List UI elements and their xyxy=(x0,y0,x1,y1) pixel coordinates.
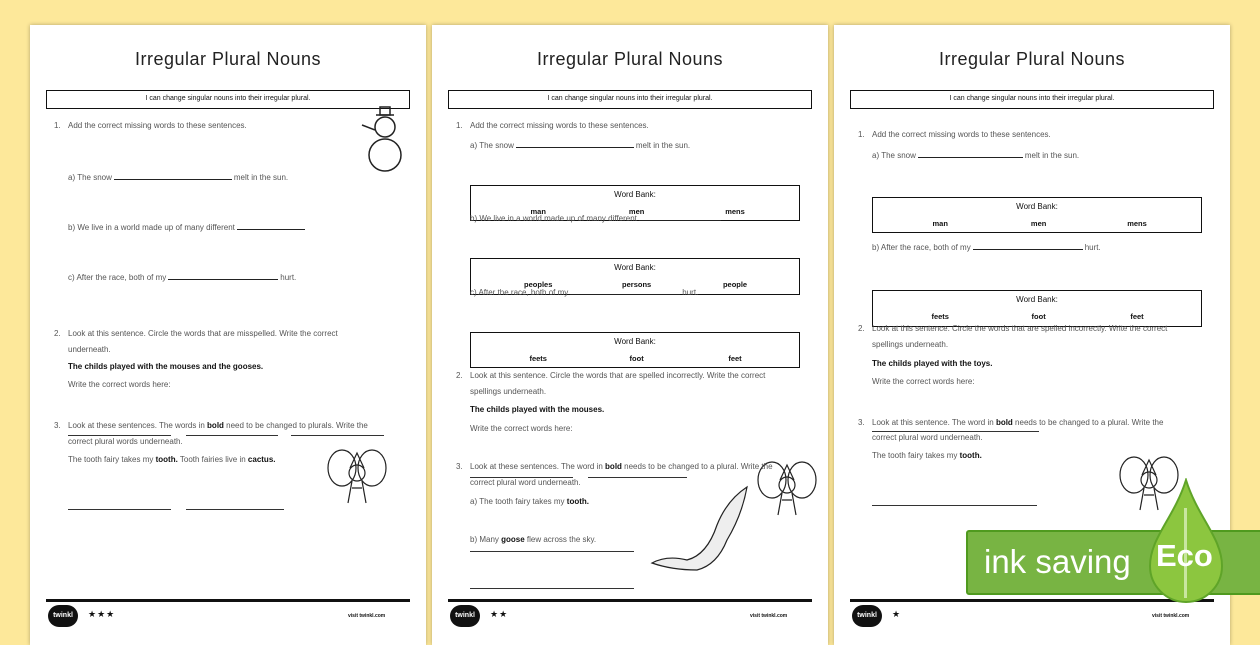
question-number: 2. xyxy=(456,371,463,380)
word-bank-word[interactable]: foot xyxy=(1031,312,1046,321)
question-number: 1. xyxy=(54,121,61,130)
text-segment: Look at these sentences. The words in xyxy=(68,421,208,430)
question-text xyxy=(68,329,338,338)
sentence-end: hurt. xyxy=(1084,243,1101,252)
question-text xyxy=(470,462,773,471)
answer-line[interactable] xyxy=(872,431,1039,432)
word-bank-title: Word Bank: xyxy=(1016,202,1058,211)
word-bank-word[interactable]: people xyxy=(722,280,748,289)
word-bank-word[interactable]: feets xyxy=(931,312,949,321)
answer-line[interactable] xyxy=(68,509,171,510)
question-number: 3. xyxy=(456,462,463,471)
word-bank-word[interactable]: mens xyxy=(725,207,745,216)
sentence-end: melt in the sun. xyxy=(635,141,691,150)
word-bank xyxy=(872,290,1202,327)
text-segment: Write the correct words here: xyxy=(470,424,573,433)
text-segment: correct plural word underneath. xyxy=(470,478,581,487)
word-bank-word[interactable]: mens xyxy=(1127,219,1147,228)
fill-in-sentence xyxy=(872,149,1079,160)
bold-text: tooth. xyxy=(959,451,982,460)
goose-illustration-icon xyxy=(647,485,757,580)
question-number: 2. xyxy=(54,329,61,338)
question-number: 1. xyxy=(858,130,865,139)
twinkl-logo[interactable]: twinkl xyxy=(852,605,882,627)
word-bank-word[interactable]: man xyxy=(530,207,546,216)
word-bank xyxy=(470,332,800,368)
text-segment: Look at this sentence. Circle the words that are misspelled. Write the correct xyxy=(68,329,338,338)
answer-line[interactable] xyxy=(470,551,634,552)
sentence-start: c) After the race, both of my xyxy=(470,288,569,297)
text-segment: needs to be changed to a plural. Write the xyxy=(621,462,773,471)
question-text xyxy=(872,377,975,386)
ink-saving-label: ink saving xyxy=(984,543,1131,580)
text-segment: Write the correct words here: xyxy=(872,377,975,386)
fill-in-sentence xyxy=(470,286,698,297)
question-text xyxy=(872,359,992,368)
sentence-start: a) The snow xyxy=(872,151,916,160)
bold-text: tooth. xyxy=(155,455,178,464)
learning-objective: I can change singular nouns into their irregular plural. xyxy=(850,90,1214,109)
answer-blank[interactable] xyxy=(237,221,305,230)
question-text xyxy=(68,455,276,464)
visit-link[interactable]: visit twinkl.com xyxy=(750,613,788,619)
answer-blank[interactable] xyxy=(516,139,634,148)
snowman-illustration-icon xyxy=(360,105,410,180)
question-text xyxy=(470,424,573,433)
answer-blank[interactable] xyxy=(918,149,1023,158)
sentence-start: a) The snow xyxy=(68,173,112,182)
fill-in-sentence xyxy=(872,241,1101,252)
word-bank-word[interactable]: feet xyxy=(728,354,742,363)
word-bank-word[interactable]: feet xyxy=(1130,312,1144,321)
question-text xyxy=(470,497,589,506)
question-text xyxy=(68,121,247,130)
text-segment: spellings underneath. xyxy=(872,340,949,349)
text-segment: need to be changed to plurals. Write the xyxy=(223,421,368,430)
text-segment: underneath. xyxy=(68,345,111,354)
learning-objective: I can change singular nouns into their irregular plural. xyxy=(46,90,410,109)
word-bank-title: Word Bank: xyxy=(1016,295,1058,304)
word-bank-word[interactable]: men xyxy=(628,207,645,216)
text-segment: correct plural words underneath. xyxy=(68,437,183,446)
sentence-end: hurt. xyxy=(280,273,297,282)
question-text xyxy=(872,340,948,349)
worksheet-title: Irregular Plural Nouns xyxy=(938,49,1126,69)
question-text xyxy=(470,371,765,380)
answer-blank[interactable] xyxy=(973,241,1083,250)
bold-text: bold xyxy=(207,421,224,430)
question-text xyxy=(872,130,1051,139)
word-bank-word[interactable]: man xyxy=(932,219,948,228)
answer-line[interactable] xyxy=(872,505,1037,506)
worksheet-title: Irregular Plural Nouns xyxy=(134,49,322,69)
question-text xyxy=(68,345,111,354)
worksheet-page[interactable] xyxy=(432,25,828,645)
worksheet-page[interactable] xyxy=(30,25,426,645)
bold-text: The childs played with the mouses. xyxy=(470,405,605,414)
word-bank-word[interactable]: feets xyxy=(529,354,547,363)
fill-in-sentence xyxy=(68,171,288,182)
text-segment: b) Many xyxy=(470,535,502,544)
answer-line[interactable] xyxy=(186,435,278,436)
difficulty-stars: ★★★ xyxy=(88,609,116,619)
twinkl-logo[interactable]: twinkl xyxy=(450,605,480,627)
question-number: 3. xyxy=(858,418,865,427)
text-segment: Look at this sentence. The word in xyxy=(872,418,996,427)
question-number: 2. xyxy=(858,324,865,333)
text-segment: Look at this sentence. Circle the words that are spelled incorrectly. Write the correct xyxy=(470,371,766,380)
answer-blank[interactable] xyxy=(639,212,721,221)
sentence-start: b) We live in a world made up of many different xyxy=(68,223,235,232)
fill-in-sentence xyxy=(68,221,307,232)
bold-text: The childs played with the toys. xyxy=(872,359,993,368)
fairy-illustration-icon xyxy=(322,448,392,513)
word-bank-title: Word Bank: xyxy=(614,263,656,272)
bold-text: The childs played with the mouses and the gooses. xyxy=(68,362,264,371)
answer-blank[interactable] xyxy=(114,171,232,180)
text-segment: Look at this sentence. Circle the words that are spelled incorrectly. Write the correct xyxy=(872,324,1168,333)
sentence-start: b) After the race, both of my xyxy=(872,243,971,252)
question-text xyxy=(68,421,368,430)
learning-objective: I can change singular nouns into their irregular plural. xyxy=(448,90,812,109)
answer-line[interactable] xyxy=(68,435,171,436)
eco-label: Eco xyxy=(1156,538,1213,573)
question-text xyxy=(872,324,1167,333)
word-bank-word[interactable]: peoples xyxy=(524,280,553,289)
worksheet-title: Irregular Plural Nouns xyxy=(536,49,724,69)
answer-line[interactable] xyxy=(186,509,284,510)
answer-line[interactable] xyxy=(588,477,687,478)
difficulty-stars: ★★ xyxy=(490,609,509,619)
word-bank-word[interactable]: foot xyxy=(629,354,644,363)
sentence-start: c) After the race, both of my xyxy=(68,273,167,282)
visit-link[interactable]: visit twinkl.com xyxy=(1152,613,1190,619)
question-text xyxy=(68,362,263,371)
text-segment: Tooth fairies live in xyxy=(177,455,248,464)
fill-in-sentence xyxy=(470,212,723,223)
question-text xyxy=(872,433,983,442)
text-segment: The tooth fairy takes my xyxy=(68,455,156,464)
question-number: 1. xyxy=(456,121,463,130)
bold-text: bold xyxy=(605,462,622,471)
word-bank-word[interactable]: men xyxy=(1030,219,1047,228)
text-segment: Look at these sentences. The word in xyxy=(470,462,606,471)
question-number: 3. xyxy=(54,421,61,430)
text-segment: Add the correct missing words to these sentences. xyxy=(872,130,1051,139)
question-text xyxy=(872,418,1163,427)
difficulty-stars: ★ xyxy=(892,609,902,619)
question-text xyxy=(68,437,183,446)
sentence-end: melt in the sun. xyxy=(1024,151,1080,160)
answer-blank[interactable] xyxy=(168,271,278,280)
bold-text: tooth. xyxy=(566,497,589,506)
question-text xyxy=(470,387,546,396)
bold-text: cactus. xyxy=(247,455,276,464)
visit-link[interactable]: visit twinkl.com xyxy=(348,613,386,619)
word-bank-word[interactable]: persons xyxy=(622,280,652,289)
text-segment: Add the correct missing words to these sentences. xyxy=(470,121,649,130)
sentence-end: melt in the sun. xyxy=(233,173,289,182)
question-text xyxy=(470,478,581,487)
word-bank xyxy=(872,197,1202,233)
text-segment: a) The tooth fairy takes my xyxy=(470,497,567,506)
fill-in-sentence xyxy=(68,271,296,282)
text-segment: Write the correct words here: xyxy=(68,380,171,389)
question-text xyxy=(470,405,604,414)
text-segment: flew across the sky. xyxy=(524,535,597,544)
answer-blank[interactable] xyxy=(570,286,680,295)
twinkl-logo[interactable]: twinkl xyxy=(48,605,78,627)
sentence-start: b) We live in a world made up of many different xyxy=(470,214,637,223)
text-segment: correct plural word underneath. xyxy=(872,433,983,442)
sentence-start: a) The snow xyxy=(470,141,514,150)
bold-text: goose xyxy=(501,535,525,544)
answer-line[interactable] xyxy=(291,435,384,436)
text-segment: The tooth fairy takes my xyxy=(872,451,960,460)
question-text xyxy=(872,451,982,460)
footer-rule xyxy=(448,599,812,602)
word-bank-title: Word Bank: xyxy=(614,190,656,199)
question-text xyxy=(470,121,649,130)
text-segment: spellings underneath. xyxy=(470,387,547,396)
answer-line[interactable] xyxy=(470,588,634,589)
bold-text: bold xyxy=(995,418,1013,427)
question-text xyxy=(68,380,171,389)
text-segment: Add the correct missing words to these sentences. xyxy=(68,121,247,130)
footer-rule xyxy=(46,599,410,602)
word-bank-title: Word Bank: xyxy=(614,337,656,346)
text-segment: needs to be changed to a plural. Write the xyxy=(1012,418,1164,427)
sentence-end: hurt. xyxy=(682,288,699,297)
fill-in-sentence xyxy=(470,139,690,150)
question-text xyxy=(470,535,596,544)
